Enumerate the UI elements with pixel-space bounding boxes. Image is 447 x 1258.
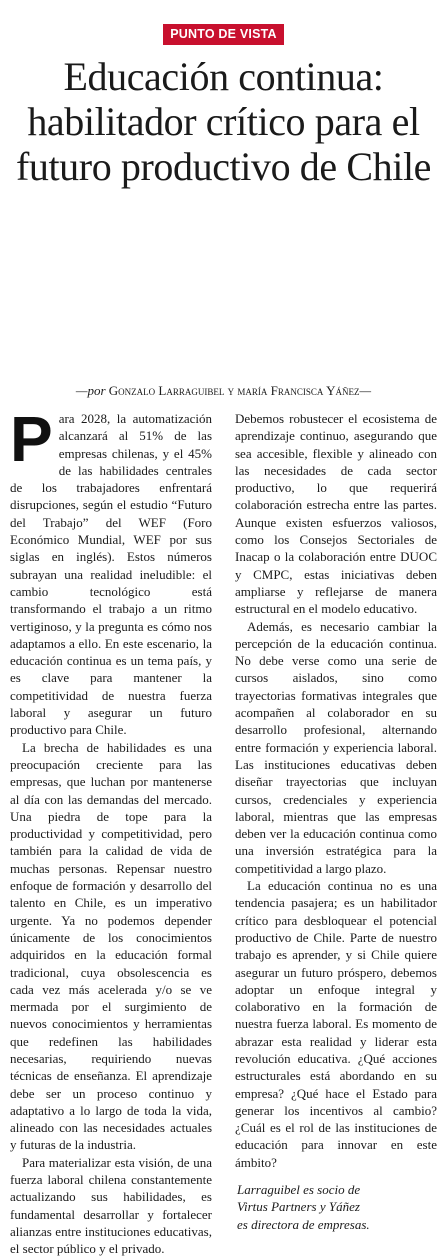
article-column-right — [235, 410, 437, 1233]
article-paragraph-6: La educación continua no es una tendencia pasajera; es un habilitador crítico para desbloquear el potencial productivo de Chile. Parte de nuestro trabajo es aprender, y si Chile quiere asegurar un futuro próspero, debemos adoptar un enfoque integral y colaborativo en la formación de nuestra fuerza laboral. Es momento de abrazar esta realidad y liderar esta revolución educativa. ¿Qué acciones estructurales está abordando en su empresa? ¿Qué hace el Estado para generar los incentivos al cambio? ¿Cuál es el rol de las instituciones de educación para innovar en este ámbito? — [235, 878, 437, 1170]
paragraph-1-text: ara 2028, la automatización alcanzará al 51% de las empresas chilenas, y el 45% de las habilidades centrales de los trabajadores enfrentará disrupciones, según el estudio “Futuro del Trabajo” del WEF (Foro Económico Mundial, WEF por sus siglas en inglés). Estos números subrayan una realidad ineludible: el cambio tecnológico está transformando el trabajo a un ritmo vertiginoso, y la pregunta es cómo nos adaptamos a ello. En este escenario, la educación continua es un tema país, y es clave para mantener la competitividad de nuestra fuerza laboral y asegurar un futuro productivo para Chile. — [10, 411, 212, 738]
section-label: PUNTO DE VISTA — [163, 24, 284, 45]
byline-authors: Gonzalo Larraguibel y maría Francisca Yáñez — [108, 383, 360, 398]
author-signature — [235, 1181, 437, 1233]
article-paragraph-1 — [10, 403, 212, 739]
headline: Educación continua: habilitador crítico para el futuro productivo de Chile — [15, 54, 432, 189]
article-paragraph-5: Además, es necesario cambiar la percepción de la educación continua. No debe verse como una serie de cursos aislados, sino como trayectorias formativas integrales que acompañen al colaborador en su desarrollo profesional, alternando entre formación y experiencia laboral. Las instituciones educativas deben diseñar trayectorias que incluyan cursos, credenciales y experiencia laboral, mientras que las empresas deben ver la educación continua como una inversión estratégica para la competitividad a largo plazo. — [235, 618, 437, 876]
dropcap: P — [10, 403, 53, 475]
signature-line: es directora de empresas. — [237, 1216, 370, 1232]
byline — [0, 383, 447, 399]
article-paragraph-3: Para materializar esta visión, de una fuerza laboral chilena constantemente actualizando sus habilidades, es fundamental desarrollar y fortalecer alianzas entre instituciones educativas, el sector público y el privado. — [10, 1154, 212, 1257]
byline-suffix: — — [359, 383, 372, 398]
signature-line: Larraguibel es socio de — [237, 1182, 361, 1198]
article-paragraph-4: Debemos robustecer el ecosistema de aprendizaje continuo, asegurando que sea accesible, flexible y alineado con las necesidades de cada sector productivo, lo que requerirá colaboración estrecha entre las partes. Aunque existen esfuerzos valiosos, como los Consejos Sectoriales de Inacap o la colaboración entre DUOC y CMPC, estas iniciativas deben ampliarse y reflejarse de manera estructural en el modelo educativo. — [235, 411, 437, 617]
byline-prefix: —por — [75, 383, 109, 398]
article-paragraph-2: La brecha de habilidades es una preocupación creciente para las empresas, que luchan por mantenerse al día con las demandas del mercado. Una piedra de tope para la productividad y competitividad, pero también para la calidad de vida de muchas personas. Repensar nuestro enfoque de formación y desarrollo del talento en Chile, es un imperativo urgente. Ya no podemos depender únicamente de los conocimientos adquiridos en la educación formal tradicional, cuya obsolescencia es cada vez más acelerada y/o se ve mermada por el surgimiento de nuevos conocimientos y herramientas que redefinen las habilidades necesarias, requiriendo nuevas técnicas de enseñanza. El aprendizaje debe ser un proceso continuo y adaptativo a lo largo de toda la vida, alineado con las necesidades actuales y futuras de la industria. — [10, 739, 212, 1153]
signature-line: Virtus Partners y Yáñez — [237, 1199, 360, 1215]
section-kicker — [0, 24, 447, 45]
article-column-left — [10, 403, 212, 1258]
